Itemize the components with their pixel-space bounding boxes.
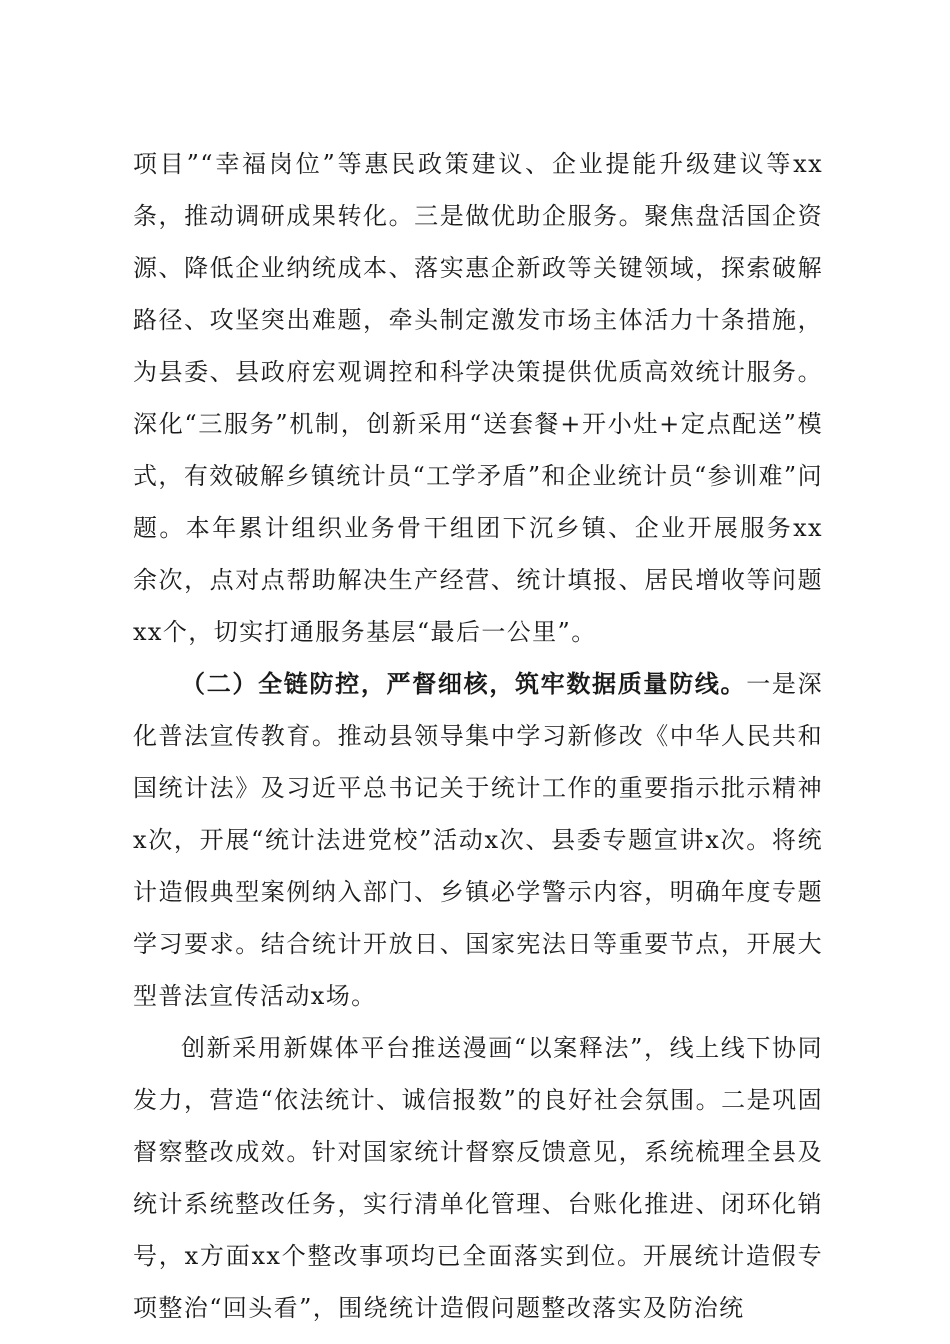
paragraph-2-text: 一是深化普法宣传教育。推动县领导集中学习新修改《中华人民共和国统计法》及习近平总书记关于统计工作的重要指示批示精神x次，开展“统计法进党校”活动x次、县委专题宣讲x次。将统计造假典型案例纳入部门、乡镇必学警示内容，明确年度专题学习要求。结合统计开放日、国家宪法日等重要节点，开展大型普法宣传活动x场。 xyxy=(133,670,823,1010)
paragraph-3 xyxy=(133,1022,823,1334)
paragraph-3-text: 创新采用新媒体平台推送漫画“以案释法”，线上线下协同发力，营造“依法统计、诚信报数”的良好社会氛围。二是巩固督察整改成效。针对国家统计督察反馈意见，系统梳理全县及统计系统整改任务，实行清单化管理、台账化推进、闭环化销号，x方面xx个整改事项均已全面落实到位。开展统计造假专项整治“回头看”，围绕统计造假问题整改落实及防治统 xyxy=(133,1034,823,1322)
section-heading: （二）全链防控，严督细核，筑牢数据质量防线。 xyxy=(181,669,747,698)
document-body xyxy=(133,138,823,1334)
paragraph-1-text: 项目”“幸福岗位”等惠民政策建议、企业提能升级建议等xx条，推动调研成果转化。三是做优助企服务。聚焦盘活国企资源、降低企业纳统成本、落实惠企新政等关键领域，探索破解路径、攻坚突出难题，牵头制定激发市场主体活力十条措施，为县委、县政府宏观调控和科学决策提供优质高效统计服务。深化“三服务”机制，创新采用“送套餐+开小灶+定点配送”模式，有效破解乡镇统计员“工学矛盾”和企业统计员“参训难”问题。本年累计组织业务骨干组团下沉乡镇、企业开展服务xx余次，点对点帮助解决生产经营、统计填报、居民增收等问题xx个，切实打通服务基层“最后一公里”。 xyxy=(133,150,823,646)
paragraph-1 xyxy=(133,138,823,658)
paragraph-2 xyxy=(133,658,823,1022)
